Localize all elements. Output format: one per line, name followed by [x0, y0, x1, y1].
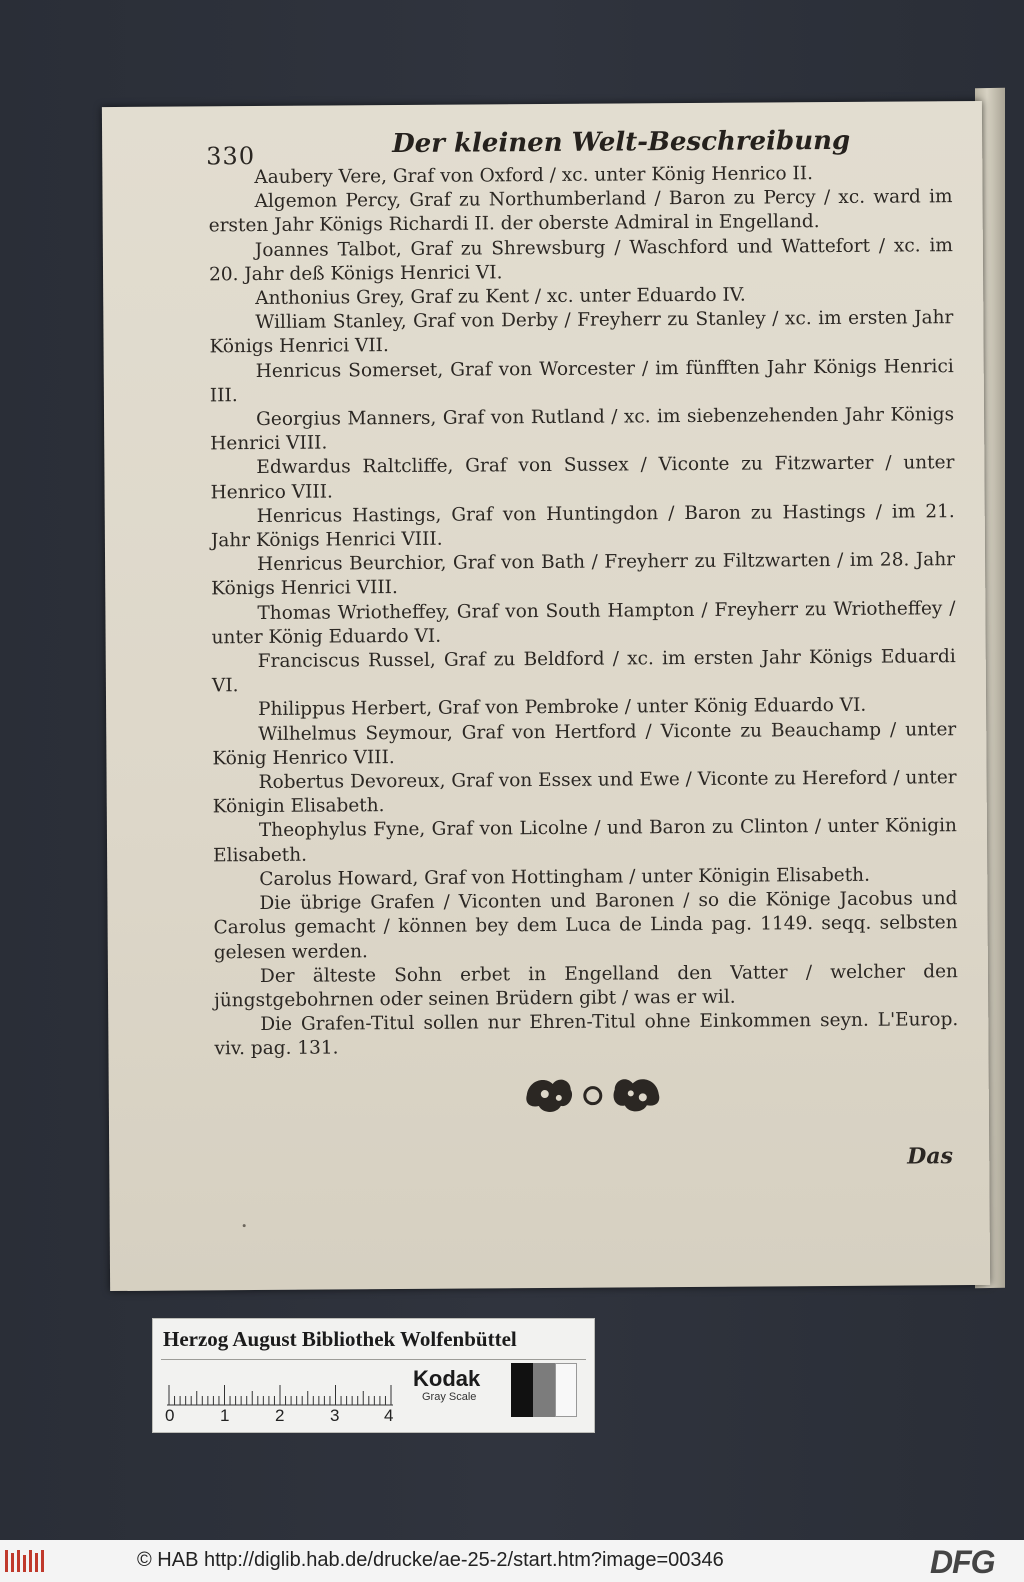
paragraph: Thomas Wriotheffey, Graf von South Hampton / Freyherr zu Wriotheffey / unter König Eduardo VI. — [211, 597, 956, 649]
kodak-brand: Kodak — [413, 1366, 481, 1391]
page-number: 330 — [206, 142, 256, 171]
paragraph: Aaubery Vere, Graf von Oxford / xc. unter König Henrico II. — [254, 163, 814, 189]
paragraph: Georgius Manners, Graf von Rutland / xc. im siebenzehenden Jahr Königs Henrici VIII. — [210, 404, 955, 455]
dfg-logo: DFG — [930, 1544, 995, 1580]
ruler-label: 4 — [384, 1406, 394, 1425]
paper-speck — [243, 1224, 246, 1227]
catchword: Das — [907, 1143, 954, 1170]
paragraph: Die übrige Grafen / Viconten und Baronen / so die Könige Jacobus und Carolus gemacht / können bey dem Luca de Linda pag. 1149. seqq. selbsten gelesen werden. — [213, 888, 958, 963]
running-head: Der kleinen Welt-Beschreibung — [392, 125, 851, 160]
page-text — [208, 161, 958, 1062]
copyright-link[interactable]: © HAB http://diglib.hab.de/drucke/ae-25-2/start.htm?image=00346 — [137, 1549, 724, 1571]
paragraph: Algemon Percy, Graf zu Northumberland / Baron zu Percy / xc. ward im ersten Jahr Königs Richardi II. der oberste Admiral in Engelland. — [208, 186, 953, 237]
gray-patch-white — [555, 1363, 577, 1417]
paragraph: William Stanley, Graf von Derby / Freyherr zu Stanley / xc. im ersten Jahr Königs Henrici VII. — [209, 307, 954, 358]
ornament-icon — [523, 1071, 663, 1118]
paragraph: Anthonius Grey, Graf zu Kent / xc. unter Eduardo IV. — [255, 284, 746, 310]
paragraph: Der älteste Sohn erbet in Engelland den Vatter / welcher den jüngstgebohrnen oder seinen Brüdern gibt / was er wil. — [214, 960, 959, 1012]
paragraph: Theophylus Fyne, Graf von Licolne / und Baron zu Clinton / unter Königin Elisabeth. — [213, 815, 957, 867]
paragraph: Henricus Beurchior, Graf von Bath / Freyherr zu Filtzwarten / im 28. Jahr Königs Henrici VIII. — [211, 549, 956, 600]
paragraph: Wilhelmus Seymour, Graf von Hertford / Viconte zu Beauchamp / unter König Henrico VIII. — [212, 718, 957, 770]
paragraph: Robertus Devoreux, Graf von Essex und Ewe / Viconte zu Hereford / unter Königin Elisabeth. — [212, 767, 957, 818]
gray-patch-black — [511, 1363, 533, 1417]
gray-patch-mid — [533, 1363, 555, 1417]
ruler-label: 0 — [165, 1406, 175, 1425]
paragraph: Franciscus Russel, Graf zu Beldford / xc. im ersten Jahr Königs Eduardi VI. — [211, 646, 956, 697]
paragraph: Henricus Hastings, Graf von Huntingdon / Baron zu Hastings / im 21. Jahr Königs Henrici VIII. — [210, 500, 955, 552]
paragraph: Edwardus Raltcliffe, Graf von Sussex / Viconte zu Fitzwarter / unter Henrico VIII. — [210, 452, 955, 503]
paragraph: Philippus Herbert, Graf von Pembroke / unter König Eduardo VI. — [258, 695, 867, 721]
book-page — [102, 101, 990, 1291]
paragraph: Die Grafen-Titul sollen nur Ehren-Titul ohne Einkommen seyn. L'Europ. viv. pag. 131. — [214, 1009, 959, 1060]
ruler-label: 2 — [275, 1406, 285, 1425]
paragraph: Joannes Talbot, Graf zu Shrewsburg / Waschford und Wattefort / xc. im 20. Jahr deß Königs Henrici VI. — [208, 234, 953, 286]
library-title: Herzog August Bibliothek Wolfenbüttel — [163, 1327, 517, 1351]
footer-bar — [0, 1540, 1024, 1582]
ruler-label: 1 — [220, 1406, 230, 1425]
gray-scale-label: Gray Scale — [422, 1391, 477, 1403]
divider — [161, 1359, 586, 1360]
barcode-logo-icon — [4, 1548, 48, 1574]
ruler-label: 3 — [330, 1406, 340, 1425]
paragraph: Carolus Howard, Graf von Hottingham / unter Königin Elisabeth. — [259, 864, 871, 890]
color-target-card — [152, 1318, 595, 1433]
paragraph: Henricus Somerset, Graf von Worcester / im fünfften Jahr Königs Henrici III. — [209, 355, 954, 407]
